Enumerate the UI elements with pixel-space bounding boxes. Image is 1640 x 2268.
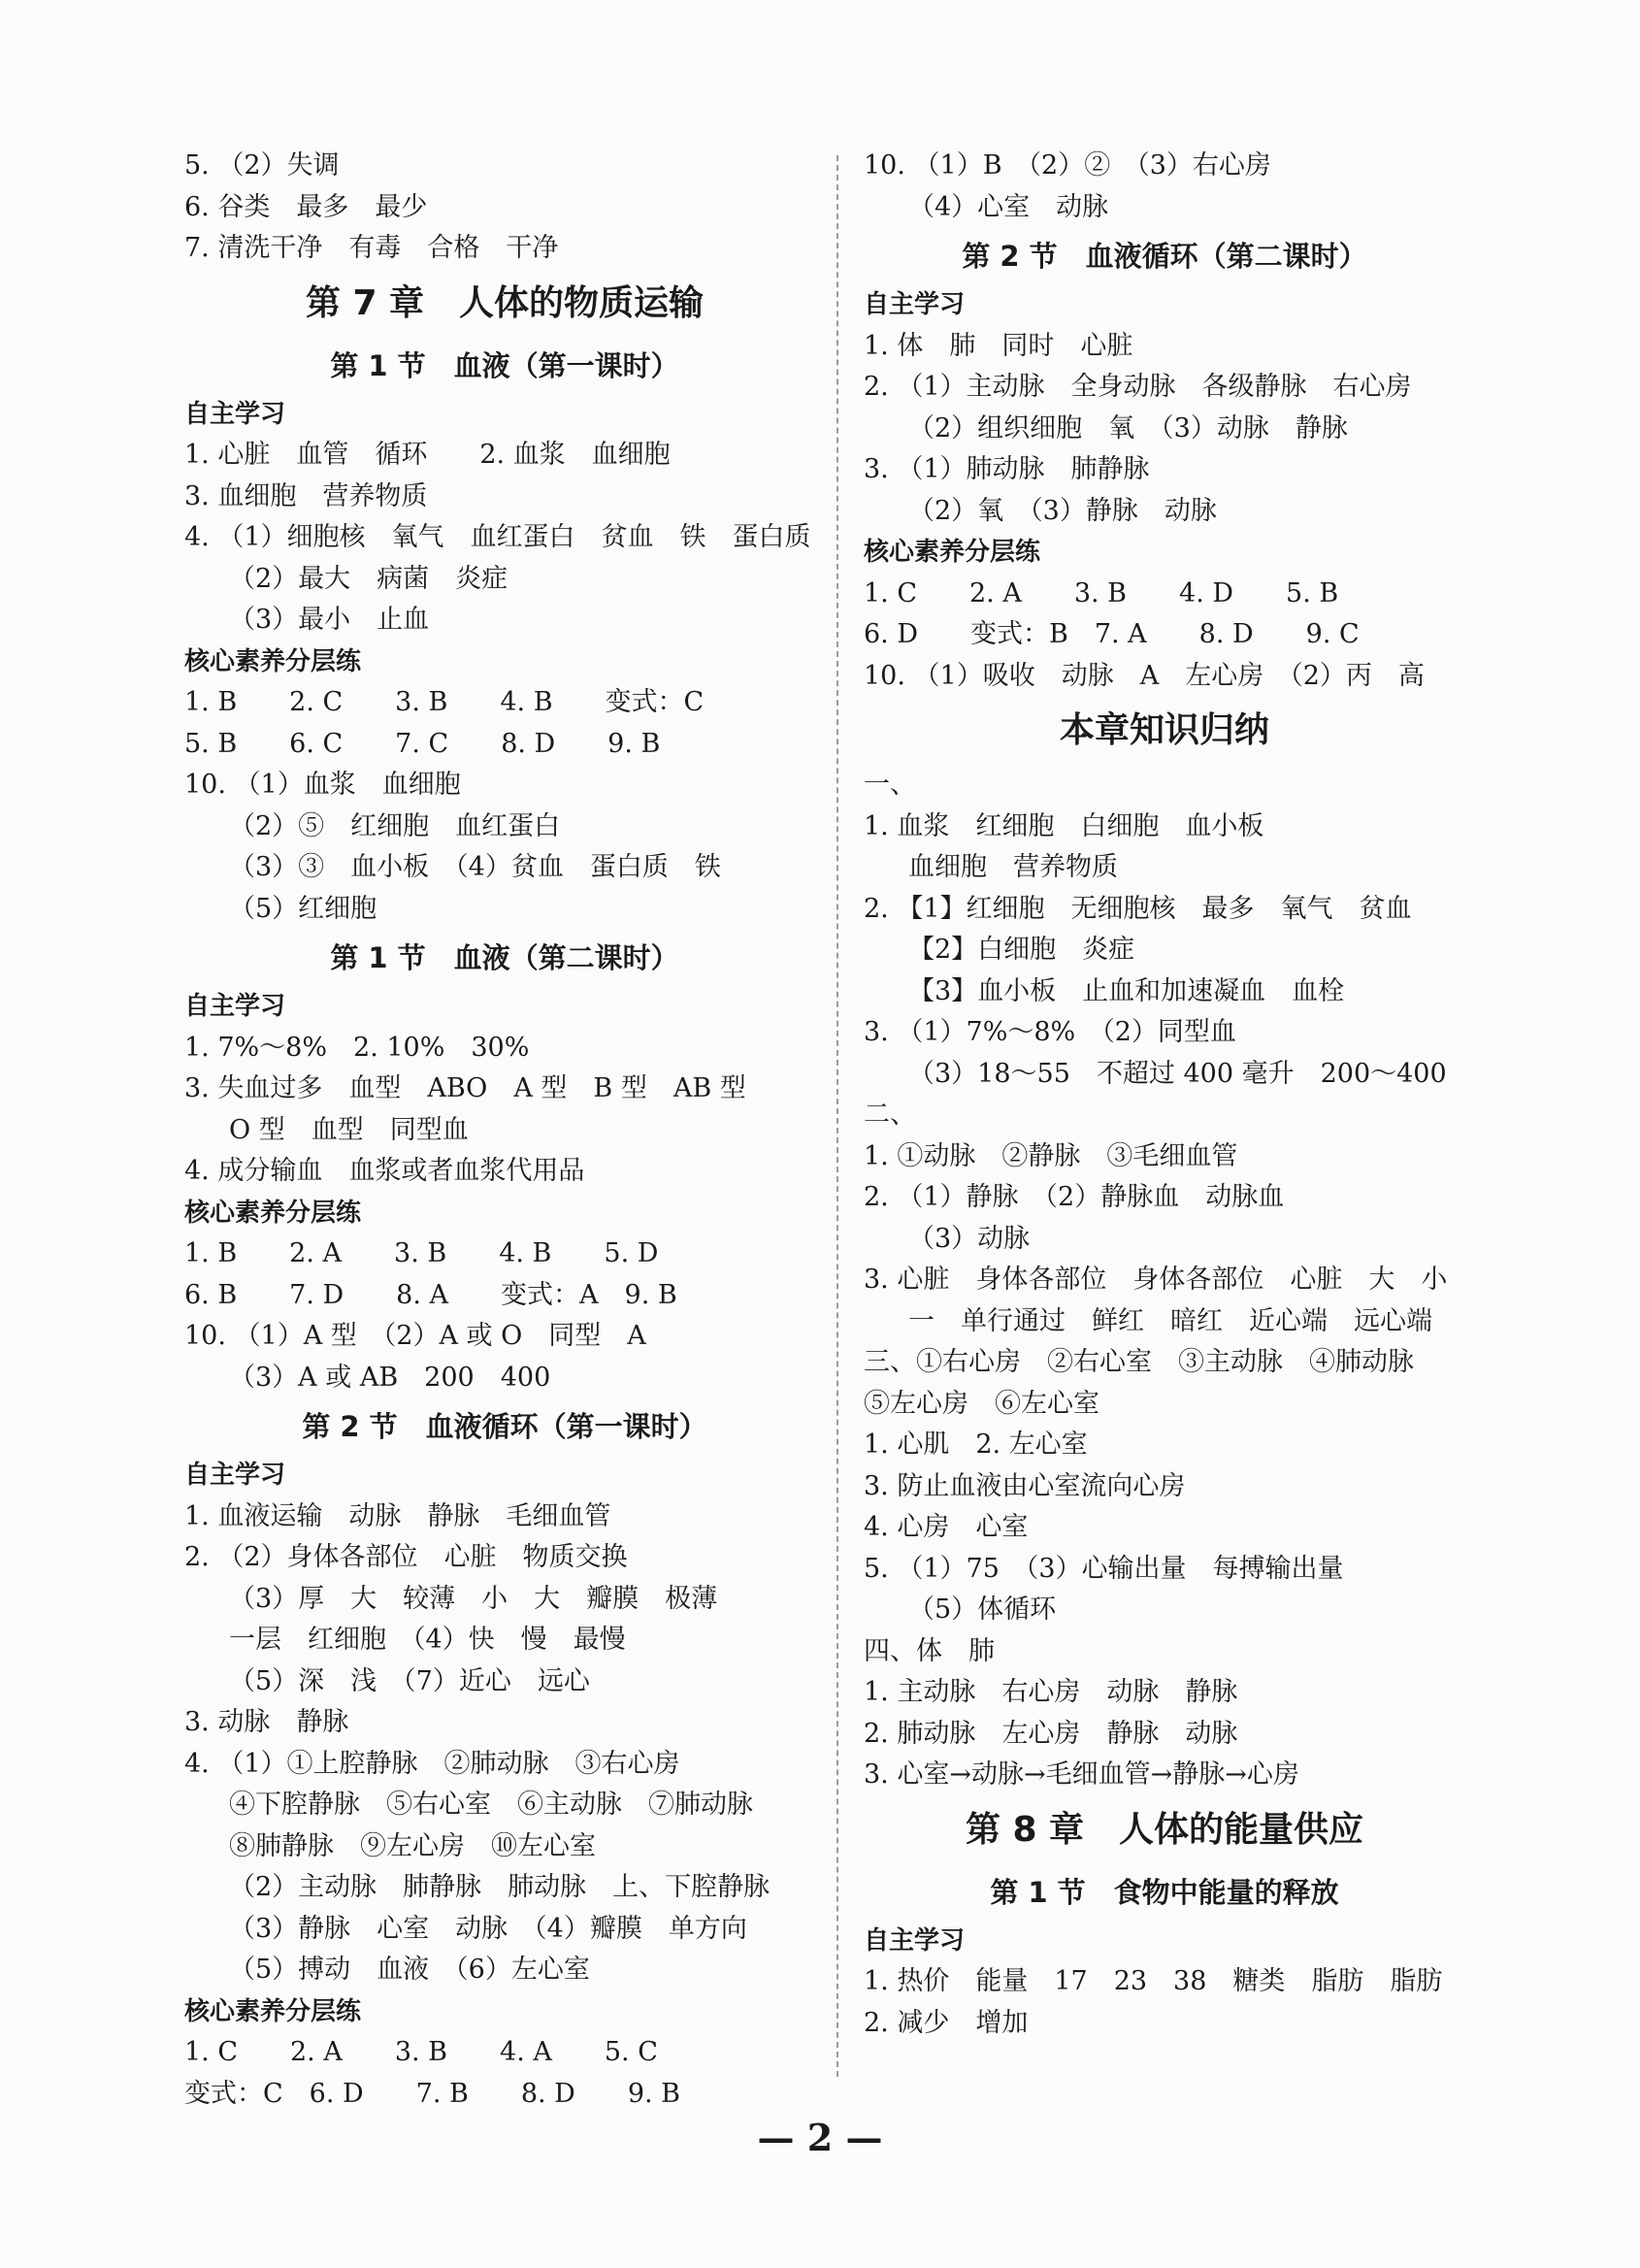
answer-line: （5）搏动 血液 （6）左心室	[229, 1955, 590, 1985]
answer-line: （3）厚 大 较薄 小 大 瓣膜 极薄	[229, 1583, 718, 1614]
answer-line: 3. 心脏 身体各部位 身体各部位 心脏 大 小	[864, 1265, 1448, 1295]
answer-line: （2）主动脉 肺静脉 肺动脉 上、下腔静脉	[229, 1872, 771, 1902]
answer-line: 7. 清洗干净 有毒 合格 干净	[184, 233, 559, 263]
answer-line: 10. （1）血浆 血细胞	[184, 770, 461, 800]
answer-line: 4. 心房 心室	[864, 1512, 1029, 1542]
column-divider	[836, 155, 838, 2077]
answer-line: 5. （2）失调	[184, 150, 340, 181]
answer-line: 1. 体 肺 同时 心脏	[864, 330, 1133, 361]
answer-line: 10. （1）B （2）② （3）右心房	[864, 150, 1271, 181]
subsection-label: 自主学习	[184, 399, 286, 429]
answer-line: （3）静脉 心室 动脉 （4）瓣膜 单方向	[229, 1913, 747, 1944]
answer-line: 1. 热价 能量 17 23 38 糖类 脂肪 脂肪	[864, 1966, 1443, 1996]
answer-line: 1. C 2. A 3. B 4. D 5. B	[864, 577, 1339, 608]
answer-line: 3. （1）7%～8% （2）同型血	[864, 1017, 1236, 1047]
answer-line: ⑧肺静脉 ⑨左心房 ⑩左心室	[229, 1830, 596, 1861]
answer-line: 3. 失血过多 血型 ABO A 型 B 型 AB 型	[184, 1073, 746, 1103]
answer-line: 变式：C 6. D 7. B 8. D 9. B	[184, 2078, 681, 2109]
answer-line: 1. C 2. A 3. B 4. A 5. C	[184, 2037, 658, 2067]
answer-line: （5）深 浅 （7）近心 远心	[229, 1665, 590, 1696]
answer-line: 1. 血浆 红细胞 白细胞 血小板	[864, 810, 1264, 841]
answer-line: 一层 红细胞 （4）快 慢 最慢	[229, 1625, 626, 1655]
answer-line: （4）心室 动脉	[908, 191, 1109, 222]
answer-line: （3）18～55 不超过 400 毫升 200～400	[908, 1058, 1447, 1089]
answer-line: （2）组织细胞 氧 （3）动脉 静脉	[908, 412, 1348, 444]
answer-line: 【2】白细胞 炎症	[908, 935, 1135, 965]
answer-line: 三、①右心房 ②右心室 ③主动脉 ④肺动脉	[864, 1347, 1414, 1377]
answer-line: 6. 谷类 最多 最少	[184, 191, 428, 222]
answer-line: （3）最小 止血	[229, 605, 430, 635]
subsection-label: 核心素养分层练	[184, 646, 362, 676]
answer-line: 2. （2）身体各部位 心脏 物质交换	[184, 1542, 628, 1572]
answer-line: 5. （1）75 （3）心输出量 每搏输出量	[864, 1553, 1344, 1584]
answer-line: 血细胞 营养物质	[908, 852, 1118, 882]
answer-line: 1. ①动脉 ②静脉 ③毛细血管	[864, 1140, 1238, 1171]
answer-line: 2. （1）主动脉 全身动脉 各级静脉 右心房	[864, 372, 1412, 402]
answer-line: 4. （1）①上腔静脉 ②肺动脉 ③右心房	[184, 1748, 680, 1779]
answer-line: （2）最大 病菌 炎症	[229, 563, 508, 594]
answer-line: （2）氧 （3）静脉 动脉	[908, 495, 1217, 526]
answer-line: 1. 心脏 血管 循环 2. 血浆 血细胞	[184, 440, 671, 470]
answer-line: 1. 心肌 2. 左心室	[864, 1430, 1088, 1460]
answer-line: 3. 动脉 静脉	[184, 1707, 349, 1737]
answer-line: 4. （1）细胞核 氧气 血红蛋白 贫血 铁 蛋白质	[184, 522, 811, 552]
answer-line: ④下腔静脉 ⑤右心室 ⑥主动脉 ⑦肺动脉	[229, 1790, 753, 1820]
answer-line: 二、	[864, 1100, 916, 1130]
section-heading: 第 2 节 血液循环（第二课时）	[962, 240, 1367, 273]
answer-line: 一 单行通过 鲜红 暗红 近心端 远心端	[908, 1305, 1432, 1336]
answer-line: 6. D 变式：B 7. A 8. D 9. C	[864, 619, 1360, 649]
subsection-label: 自主学习	[864, 1925, 966, 1956]
subsection-label: 核心素养分层练	[864, 538, 1041, 567]
answer-line: （5）红细胞	[229, 893, 377, 924]
subsection-label: 自主学习	[184, 1461, 286, 1490]
answer-line: 【3】血小板 止血和加速凝血 血栓	[908, 975, 1345, 1006]
chapter-heading: 本章知识归纳	[1059, 710, 1269, 750]
answer-line: （3）A 或 AB 200 400	[229, 1362, 551, 1393]
left-column	[184, 146, 825, 2115]
answer-line: 1. 主动脉 右心房 动脉 静脉	[864, 1677, 1238, 1707]
section-heading: 第 1 节 血液（第一课时）	[330, 348, 679, 382]
answer-line: 6. B 7. D 8. A 变式：A 9. B	[184, 1279, 677, 1310]
subsection-label: 核心素养分层练	[184, 1996, 362, 2026]
answer-line: （3）③ 血小板 （4）贫血 蛋白质 铁	[229, 852, 721, 882]
section-heading: 第 1 节 食物中能量的释放	[990, 1875, 1339, 1909]
answer-line: 2. 减少 增加	[864, 2007, 1029, 2038]
answer-line: 3. 心室→动脉→毛细血管→静脉→心房	[864, 1759, 1299, 1790]
answer-line: 5. B 6. C 7. C 8. D 9. B	[184, 728, 661, 759]
answer-line: 2. 【1】红细胞 无细胞核 最多 氧气 贫血	[864, 893, 1412, 924]
answer-line: 1. 血液运输 动脉 静脉 毛细血管	[184, 1500, 611, 1531]
answer-line: 一、	[864, 770, 916, 800]
answer-line: ⑤左心房 ⑥左心室	[864, 1388, 1099, 1419]
subsection-label: 自主学习	[864, 290, 966, 319]
answer-line: 2. （1）静脉 （2）静脉血 动脉血	[864, 1182, 1285, 1212]
right-column	[864, 146, 1465, 2044]
answer-line: 3. 防止血液由心室流向心房	[864, 1470, 1186, 1501]
answer-line: （5）体循环	[908, 1594, 1057, 1625]
answer-line: 4. 成分输血 血浆或者血浆代用品	[184, 1156, 585, 1186]
answer-line: 1. B 2. C 3. B 4. B 变式：C	[184, 687, 705, 717]
chapter-heading: 第 7 章 人体的物质运输	[305, 282, 705, 323]
answer-line: 10. （1）吸收 动脉 A 左心房 （2）丙 高	[864, 660, 1425, 691]
answer-line: 2. 肺动脉 左心房 静脉 动脉	[864, 1718, 1238, 1749]
answer-line: 1. 7%～8% 2. 10% 30%	[184, 1032, 530, 1063]
answer-line: （3）动脉	[908, 1223, 1031, 1254]
page-number: — 2 —	[757, 2116, 883, 2159]
answer-line: 10. （1）A 型 （2）A 或 O 同型 A	[184, 1321, 646, 1351]
answer-line: O 型 血型 同型血	[229, 1114, 469, 1145]
chapter-heading: 第 8 章 人体的能量供应	[965, 1809, 1364, 1850]
answer-line: 3. 血细胞 营养物质	[184, 480, 428, 511]
section-heading: 第 1 节 血液（第二课时）	[330, 941, 679, 974]
answer-line: 四、体 肺	[864, 1635, 995, 1666]
section-heading: 第 2 节 血液循环（第一课时）	[302, 1410, 707, 1443]
answer-line: 3. （1）肺动脉 肺静脉	[864, 454, 1150, 484]
subsection-label: 自主学习	[184, 992, 286, 1021]
answer-line: （2）⑤ 红细胞 血红蛋白	[229, 810, 561, 841]
answer-line: 1. B 2. A 3. B 4. B 5. D	[184, 1238, 659, 1268]
subsection-label: 核心素养分层练	[184, 1198, 362, 1228]
